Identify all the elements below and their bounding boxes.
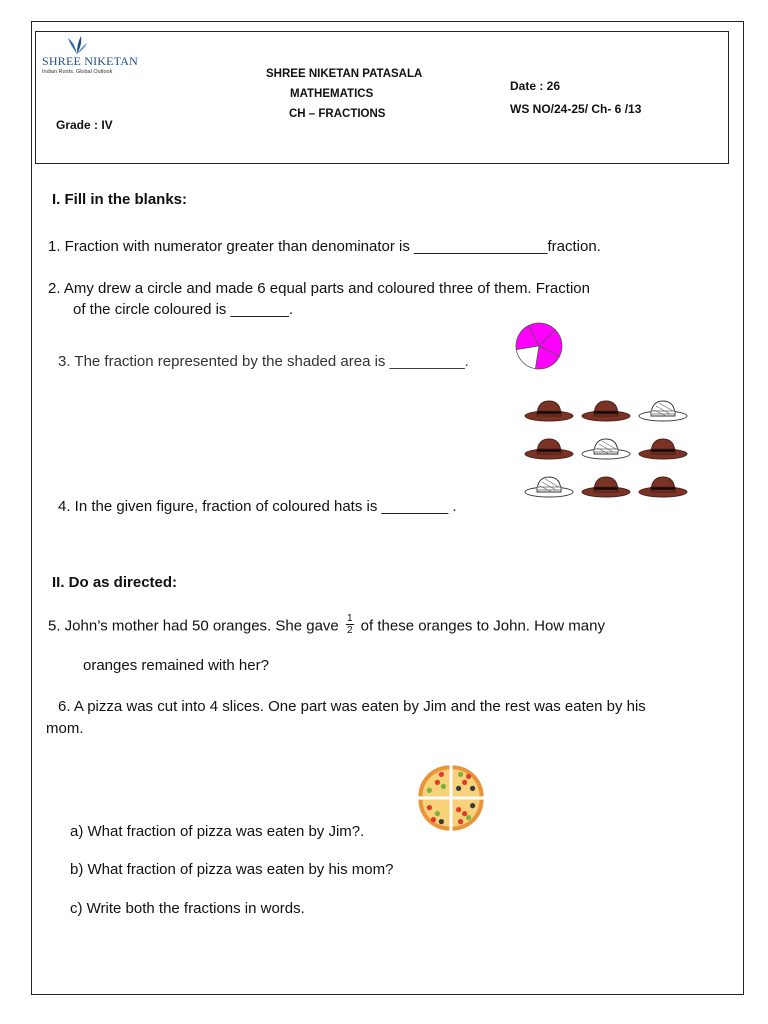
date: Date : 26 <box>510 79 561 93</box>
pie-figure <box>513 322 565 370</box>
hat-coloured-icon <box>580 474 632 500</box>
question-3: 3. The fraction represented by the shaded area is _________. <box>58 353 469 370</box>
hat-coloured-icon <box>637 436 689 462</box>
question-6-line-2: mom. <box>46 720 84 737</box>
school-logo <box>42 36 152 82</box>
question-4: 4. In the given figure, fraction of coloured hats is ________ . <box>58 498 457 515</box>
question-5-text-before: 5. John’s mother had 50 oranges. She gave <box>48 617 339 635</box>
logo-name: SHREE NIKETAN <box>42 54 138 68</box>
question-5-line-2: oranges remained with her? <box>83 657 269 674</box>
subject: MATHEMATICS <box>290 88 374 100</box>
question-6a: a) What fraction of pizza was eaten by Jim?. <box>70 823 365 840</box>
hat-outline-icon <box>637 398 689 424</box>
section-2-title: II. Do as directed: <box>52 574 178 591</box>
pizza-slice <box>453 765 484 796</box>
question-6b: b) What fraction of pizza was eaten by his mom? <box>70 861 394 878</box>
worksheet-number: WS NO/24-25/ Ch- 6 /13 <box>510 102 642 116</box>
fraction-one-half <box>346 613 354 636</box>
fraction-numerator: 1 <box>346 613 353 624</box>
pizza-figure <box>417 764 485 832</box>
school-name: SHREE NIKETAN PATASALA <box>266 68 423 80</box>
logo-tagline: Indian Roots. Global Outlook <box>42 69 113 75</box>
hat-outline-icon <box>523 474 575 500</box>
question-6-line-1: 6. A pizza was cut into 4 slices. One part was eaten by Jim and the rest was eaten by his <box>58 698 646 715</box>
question-1: 1. Fraction with numerator greater than denominator is ________________fraction. <box>48 238 601 255</box>
grade: Grade : IV <box>56 118 113 132</box>
section-1-title: I. Fill in the blanks: <box>52 191 188 208</box>
hat-coloured-icon <box>637 474 689 500</box>
pizza-slice <box>418 765 449 796</box>
question-2-line-2: of the circle coloured is _______. <box>73 301 294 318</box>
leaf-icon <box>66 36 88 54</box>
question-5 <box>48 615 605 638</box>
hat-coloured-icon <box>580 398 632 424</box>
fraction-denominator: 2 <box>346 625 353 636</box>
hats-figure <box>523 398 693 506</box>
pizza-slice <box>453 800 484 831</box>
hat-coloured-icon <box>523 436 575 462</box>
pie-slice-unshaded <box>516 346 539 369</box>
chapter: CH – FRACTIONS <box>289 108 386 120</box>
hat-coloured-icon <box>523 398 575 424</box>
pizza-slice <box>418 800 449 831</box>
question-5-text-after: of these oranges to John. How many <box>360 617 605 635</box>
question-6c: c) Write both the fractions in words. <box>70 900 305 917</box>
question-2-line-1: 2. Amy drew a circle and made 6 equal parts and coloured three of them. Fraction <box>48 280 590 297</box>
hat-outline-icon <box>580 436 632 462</box>
